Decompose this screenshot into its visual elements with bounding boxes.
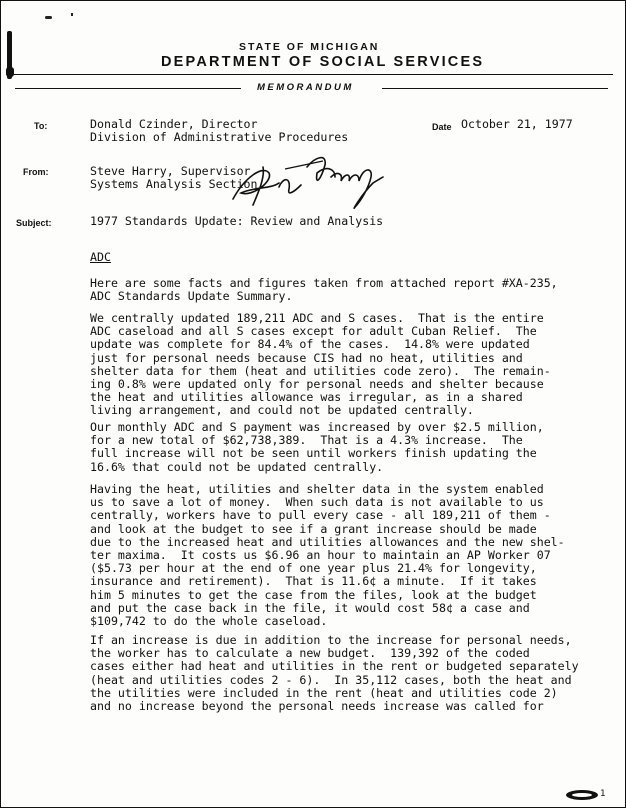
- subject-value: 1977 Standards Update: Review and Analysis: [90, 214, 384, 228]
- date-label: Date: [432, 122, 452, 132]
- body-line: ter maxima. It costs us $6.96 an hour to maintain an AP Worker 07: [90, 548, 551, 563]
- body-line: Having the heat, utilities and shelter data in the system enabled: [90, 482, 544, 496]
- to-line-2: Division of Administrative Procedures: [90, 130, 349, 144]
- department-name: DEPARTMENT OF SOCIAL SERVICES: [161, 54, 485, 70]
- memo-rule-left: [15, 88, 241, 89]
- body-line: and no increase beyond the personal needs increase was called for: [90, 699, 544, 714]
- body-line: us to save a lot of money. When such data is not available to us: [90, 495, 544, 510]
- to-label: To:: [34, 121, 48, 131]
- body-line: full increase will not be seen until workers finish updating the: [90, 446, 537, 461]
- body-paragraph: [90, 421, 544, 474]
- body-line: shelter data for them (heat and utilities code zero). The remain-: [90, 363, 551, 378]
- body-line: insurance and retirement). That is 11.6¢ a minute. If it takes: [90, 574, 537, 589]
- body-line: update was complete for 84.4% of the cases. 14.8% were updated: [90, 337, 530, 352]
- header-rule: [13, 74, 613, 75]
- body-line: ing 0.8% were updated only for personal needs and shelter because: [90, 377, 544, 392]
- body-paragraph: [90, 277, 558, 303]
- speck-mark: [71, 13, 73, 16]
- footer-seal-icon: [564, 788, 600, 802]
- body-paragraph: [90, 312, 551, 418]
- page-number: 1: [600, 789, 606, 799]
- body-line: for a new total of $62,738,389. That is a 4.3% increase. The: [90, 433, 523, 448]
- section-heading: ADC: [90, 250, 111, 264]
- body-line: the heat and utilities allowance was irregular, as in a shared: [90, 390, 523, 405]
- binder-dot: [6, 67, 14, 77]
- memorandum-label: MEMORANDUM: [257, 82, 354, 93]
- body-paragraph: [90, 483, 565, 628]
- body-line: 16.6% that could not be updated centrally.: [90, 459, 384, 474]
- body-line: ADC Standards Update Summary.: [90, 289, 293, 304]
- to-line-1: Donald Czinder, Director: [90, 117, 258, 131]
- body-line: and look at the budget to see if a grant increase should be made: [90, 521, 537, 536]
- body-line: cases either had heat and utilities in the rent or budgeted separately: [90, 659, 579, 674]
- memo-rule-right: [382, 88, 608, 89]
- body-line: Our monthly ADC and S payment was increased by over $2.5 million,: [90, 420, 544, 434]
- body-line: ADC caseload and all S cases except for adult Cuban Relief. The: [90, 324, 537, 339]
- body-line: due to the increased heat and utilities allowances and the new shel-: [90, 534, 565, 549]
- from-line-2: Systems Analysis Section: [90, 177, 258, 191]
- from-line-1: Steve Harry, Supervisor: [90, 164, 251, 178]
- body-line: the utilities were included in the rent (heat and utilities code 2): [90, 685, 558, 700]
- subject-label: Subject:: [16, 218, 52, 228]
- body-paragraph: [90, 634, 579, 713]
- body-line: (heat and utilities codes 2 - 6). In 35,112 cases, both the heat and: [90, 672, 572, 687]
- body-line: centrally, workers have to pull every case - all 189,211 of them -: [90, 508, 551, 523]
- state-name: STATE OF MICHIGAN: [239, 41, 380, 53]
- body-line: the worker has to calculate a new budget. 139,392 of the coded: [90, 646, 530, 661]
- from-label: From:: [23, 167, 49, 177]
- speck-mark: [45, 16, 52, 19]
- date-value: October 21, 1977: [461, 117, 573, 131]
- body-line: just for personal needs because CIS had no heat, utilities and: [90, 350, 523, 365]
- body-line: We centrally updated 189,211 ADC and S cases. That is the entire: [90, 311, 544, 325]
- signature: [223, 147, 393, 217]
- body-line: If an increase is due in addition to the increase for personal needs,: [90, 633, 572, 647]
- body-line: Here are some facts and figures taken from attached report #XA-235,: [90, 276, 558, 290]
- body-line: ($5.73 per hour at the end of one year plus 21.4% for longevity,: [90, 561, 537, 576]
- body-line: and put the case back in the file, it would cost 58¢ a case and: [90, 600, 530, 615]
- body-line: $109,742 to do the whole caseload.: [90, 614, 328, 629]
- body-line: him 5 minutes to get the case from the files, look at the budget: [90, 587, 537, 602]
- body-line: living arrangement, and could not be updated centrally.: [90, 403, 474, 418]
